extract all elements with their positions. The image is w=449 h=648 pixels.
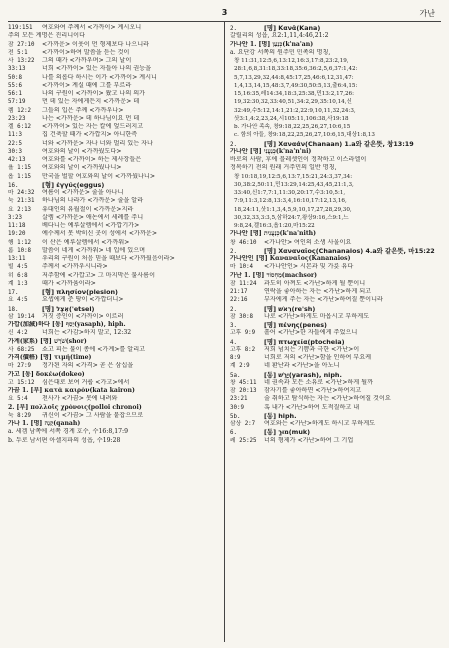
entry-line	[8, 214, 220, 222]
verse-text: 바로의 사람, 후에 블레셋인이 정착하고 이스라엘이	[230, 156, 367, 163]
verse-text: 주의 모든 계명은 진리니이다	[8, 32, 86, 40]
reference-list: b. 가나안 족속, 창9:18,22,25,26,27,10:6,15	[234, 124, 351, 130]
entry-line	[8, 346, 220, 354]
right-column	[230, 24, 442, 644]
entry-line	[8, 123, 220, 131]
verse-reference: 57:19	[8, 99, 26, 106]
entry-line	[8, 164, 220, 172]
verse-reference: 렘 12:2	[8, 107, 32, 114]
entry-line	[230, 420, 442, 428]
verse-reference: 잠 27:10	[8, 41, 35, 48]
entry-line	[8, 181, 220, 189]
sense-heading: [형] ἐγγύς(eggus)	[42, 180, 105, 189]
verse-text: 너와 <가까운> 자나 너와 멀리 있는 자나	[42, 139, 153, 147]
verse-text: 나는 <가까운> 데 하나님이요 먼 데	[42, 114, 140, 122]
verse-text: 심은대로 보여 거룹 <가고>에서	[42, 378, 130, 386]
verse-reference: 30:3	[8, 148, 22, 155]
verse-text: 여호와를 <가까이> 하는 제사장들은	[42, 156, 142, 163]
verse-text: 잠자기를 좋아하면 <가난>하여지고	[264, 387, 362, 394]
verse-text: 여호와는 <가난>하게도 하시고 부하게도	[264, 420, 376, 427]
entry-line	[230, 362, 442, 370]
verse-reference: 계 1:3	[8, 280, 28, 287]
verse-text: 이 산은 예루살렘에서 <가까워>	[42, 238, 130, 246]
entry-line	[230, 49, 442, 57]
entry-line	[230, 346, 442, 354]
page-number: 3	[221, 8, 228, 17]
verse-text: 요셉에게 준 땅이 <가깝더니>	[42, 296, 124, 304]
reference-list: 28:1,6,8,31:18,33:18,35:6,36:2,5,6,37:1,42:	[234, 66, 358, 73]
entry-line	[8, 428, 220, 436]
verse-reference: 21:17	[230, 289, 248, 295]
verse-reference: 삼 19:14	[8, 313, 35, 320]
entry-line	[8, 338, 220, 346]
verse-reference: 잠 20:13	[230, 388, 257, 394]
verse-text: <가까이>하여 말씀을 듣는 것이	[42, 48, 130, 56]
entry-line	[230, 181, 442, 189]
entry-line	[230, 123, 442, 131]
verse-reference: 눅 8:29	[8, 412, 32, 419]
verse-text: 너희는 <가감>하지 말고, 12:32	[42, 329, 132, 337]
verse-text: 네 권속과 모든 소유로 <가난>하게 될까	[264, 378, 374, 386]
verse-text: 귀신이 <가끔> 그 사람을 붙잡으므로	[42, 411, 144, 419]
verse-reference: 요 2:13	[8, 206, 32, 213]
entry-line	[8, 329, 220, 337]
entry-headword: 2. [부] πολλοῖς χρόνοις(polloi chronoi)	[8, 403, 142, 411]
entry-line	[230, 197, 442, 205]
verse-reference: 신 4:2	[8, 330, 28, 337]
entry-line	[230, 255, 442, 263]
entry-line	[8, 131, 220, 139]
reference-list: 창 11:31,12:5,6,13:12,16:3,17:8,23:2,19,	[234, 58, 349, 64]
reference-list: 9:8,24,겔16:3,옵1:20,마15:22	[234, 223, 315, 229]
verse-reference: 33:13	[8, 66, 26, 73]
entry-line	[8, 173, 220, 181]
verse-reference: 욜 1:15	[8, 165, 32, 172]
reference-list: 30,32,33,3:3,5,삼하24:7,왕상9:16,스9:1,느	[234, 214, 349, 221]
verse-reference: 겔 6:12	[8, 124, 32, 130]
verse-reference: 2.	[230, 306, 237, 313]
verse-text: 우리의 구원이 처음 믿을 때보다 <가까웠음이라>	[42, 255, 175, 262]
reference-list: 7:9,11:3,12:8,13:3,4,16:10,17:12,13,16,	[234, 198, 347, 205]
entry-line	[8, 156, 220, 164]
entry-line	[8, 57, 220, 65]
verse-reference: 56:1	[8, 91, 22, 97]
verse-text: b. 두로 남서편 아셀지파의 성읍, 수19:28	[8, 436, 121, 444]
verse-text: 연락을 좋아하는 자는 <가난>하게 되고	[264, 288, 372, 295]
entry-line	[8, 82, 220, 90]
entry-line	[230, 387, 442, 395]
entry-headword: 가고 [동] δοκέω(dokeo)	[8, 370, 85, 378]
verse-text: <가까이> 계실 때에 그를 부르라	[42, 81, 132, 89]
entry-line	[230, 41, 442, 49]
verse-text: 유대인의 유월절이 <가까운>지라	[42, 205, 134, 213]
entry-headword: 가나안 [명] כְּנַעֲנִית(k'na'nith)	[230, 230, 317, 238]
entry-line	[230, 296, 442, 304]
verse-reference: 눅 21:31	[8, 198, 35, 205]
entry-line	[230, 288, 442, 296]
verse-text: <가나안> 여인의 소생 사울이요	[264, 238, 352, 246]
verse-reference: 19:20	[8, 231, 26, 238]
verse-text: 정가된 자의 <가격> 곧 은 삼십을	[42, 362, 134, 370]
verse-text: <가나안인> 시몬과 및 가룟 유다	[264, 263, 354, 271]
reference-list: 15,16:35,레14:34,18:3,25:38,민13:2,17,26:	[234, 91, 354, 97]
entry-line	[8, 412, 220, 420]
entry-line	[230, 313, 442, 321]
verse-reference: 고후 9:9	[230, 330, 256, 337]
entry-line	[8, 288, 220, 296]
verse-text: <가까이> 있는 자는 칼에 엎드러지고	[42, 123, 144, 130]
entry-line	[8, 90, 220, 98]
verse-reference: 11:3	[8, 132, 22, 139]
entry-line	[8, 404, 220, 412]
entry-line	[8, 387, 220, 395]
verse-text: 너희로 저의 <가난>함을 인하여 부요케	[264, 354, 372, 361]
reference-list: 5,7,13,29,32,44:8,45:17,25,46:6,12,31,47:	[234, 74, 354, 81]
verse-text: 술 취하고 탐식하는 자는 <가난>하여질 것이요	[264, 395, 391, 403]
verse-reference: 빌 4:5	[8, 264, 28, 271]
entry-line	[8, 354, 220, 362]
entry-line	[230, 24, 442, 32]
verse-text: 네 환난과 <가난>을 아노니	[264, 362, 340, 370]
verse-reference: 2.	[230, 26, 237, 32]
verse-reference: 마 10:4	[230, 264, 254, 271]
verse-reference: 30:9	[230, 404, 244, 411]
sense-heading: [명] Κανᾶ(Kana)	[264, 24, 321, 32]
verse-reference: 사 13:22	[8, 58, 35, 64]
entry-line	[8, 222, 220, 230]
verse-reference: 전 5:1	[8, 49, 28, 56]
entry-line	[230, 65, 442, 73]
verse-text: a. 요단강 서쪽의 원주민 민족의 명칭,	[230, 48, 331, 56]
verse-reference: 22:16	[230, 297, 248, 304]
entry-line	[230, 189, 442, 197]
reference-list: c. 함의 아들, 창9:18,22,25,26,27,10:6,15,대상1:8,13	[234, 132, 375, 139]
entry-line	[8, 395, 220, 403]
entry-headword: 가계(家系) [명] שֹׁרֶשׁ(shor)	[8, 337, 87, 345]
verse-text: 예수께서 못 박히신 곳이 성에서 <가까운>	[42, 230, 157, 238]
entry-headword: 가난 1. [명] מַחְסוֹר(machsor)	[230, 271, 318, 279]
reference-list: 18,24:11,삿1:1,3,4,5,9,10,17,27,28,29,30,	[234, 206, 352, 213]
verse-reference: 23:23	[8, 115, 26, 122]
entry-line	[230, 263, 442, 271]
verse-reference: 2.	[230, 141, 237, 148]
verse-reference: 잠 11:24	[230, 280, 257, 287]
verse-reference: 22:5	[8, 140, 22, 147]
entry-line	[230, 412, 442, 420]
verse-reference: 18.	[8, 306, 19, 313]
page-header	[10, 6, 439, 20]
verse-reference: 4.	[230, 339, 237, 346]
sense-heading: [명] πτωχεία(ptocheia)	[264, 337, 345, 346]
entry-line	[230, 74, 442, 82]
verse-reference: 16.	[8, 182, 19, 189]
reference-list: 32:49,수5:12,14:1,21:2,22:9,10,11,32,24:3,	[234, 107, 356, 114]
sense-heading: [동] hiph.	[264, 411, 297, 420]
verse-text: 너의 형제가 <가난>하여 그 기업	[264, 436, 354, 444]
entry-line	[8, 32, 220, 40]
verse-reference: 고 15:12	[8, 379, 35, 386]
entry-line	[8, 247, 220, 255]
entry-line	[8, 379, 220, 387]
verse-text: 살렘 <가까운> 애논에서 세례를 주니	[42, 213, 144, 221]
entry-line	[8, 239, 220, 247]
reference-list: 1,4,13,14,15,48:3,7,49:30,50:5,13,출6:4,15:	[234, 82, 358, 89]
entry-headword: 가나안 [명] כְּנַעֲנִי(k'na'n'ni)	[230, 147, 312, 155]
sense-heading: [명] Χαναάν(Chanaan) 1.a와 같은뜻, 창13:19	[264, 139, 414, 148]
entry-line	[8, 437, 220, 445]
verse-text: a. 세겜 남쪽에 서쪽 경계 호수, 수16:8,17:9	[8, 428, 128, 436]
verse-reference: 창 45:11	[230, 379, 257, 386]
entry-line	[230, 206, 442, 214]
entry-line	[230, 173, 442, 181]
verse-reference: 3:23	[8, 214, 22, 221]
verse-text: 저주함에 <가깝고> 그 마지막은 불사름이	[42, 271, 156, 279]
verse-text: 그의 때가 <가까우며> 그의 날이	[42, 57, 132, 64]
verse-text: 천사가 <가끔> 못에 내려와	[42, 395, 118, 403]
verse-reference: 8:9	[230, 355, 241, 361]
verse-reference: 42:13	[8, 157, 26, 163]
verse-reference: 레 25:25	[230, 437, 257, 444]
verse-text: 주께서 <가까우시니라>	[42, 263, 108, 271]
entry-line	[230, 379, 442, 387]
entry-line	[230, 305, 442, 313]
verse-reference: 사 68:25	[8, 346, 35, 353]
entry-line	[8, 189, 220, 197]
entry-line	[8, 65, 220, 73]
verse-reference: 고후 8:2	[230, 346, 256, 353]
verse-text: 베다니는 예루살렘에서 <가깝기가>	[42, 222, 140, 229]
sense-heading: [명] רֵאשׁ(re'sh)	[264, 304, 316, 313]
entry-line	[230, 354, 442, 362]
entry-line	[230, 131, 442, 139]
reference-list: 삿3:1,4:2,23,24,시105:11,106:38,사19:18	[234, 115, 349, 122]
entry-line	[230, 321, 442, 329]
verse-text: 만국을 벌할 여호와의 날이 <가까웠나니>	[42, 172, 156, 180]
entry-line	[230, 107, 442, 115]
entry-line	[230, 148, 442, 156]
entry-line	[230, 222, 442, 230]
entry-line	[230, 230, 442, 238]
entry-line	[230, 214, 442, 222]
verse-text: 정복하기 전의 원래 거주민의 일반 명칭,	[230, 164, 337, 172]
verse-text: 거짓 증인이 <가까이> 이르러	[42, 312, 124, 320]
entry-headword: 가깝(加減)하다 [동] יָסַף(yasaph), hiph.	[8, 321, 126, 328]
left-column	[8, 24, 220, 644]
verse-reference: 계 2:9	[230, 363, 250, 370]
entry-line	[230, 280, 442, 288]
verse-text: 말씀이 네게 <가까워> 네 입에 있으며	[42, 246, 146, 254]
verse-reference: 창 46:10	[230, 239, 257, 246]
verse-reference: 11:18	[8, 223, 26, 229]
entry-line	[230, 164, 442, 172]
entry-line	[230, 140, 442, 148]
entry-line	[8, 148, 220, 156]
entry-line	[230, 115, 442, 123]
entry-line	[8, 115, 220, 123]
guide-word: 가난	[419, 9, 435, 18]
verse-text: 저희 넘치는 기쁨과 극한 <가난>이	[264, 345, 360, 353]
entry-line	[230, 156, 442, 164]
entry-line	[8, 313, 220, 321]
entry-line	[230, 272, 442, 280]
verse-text: <가까운> 이웃이 먼 형제보다 나으니라	[42, 40, 150, 48]
entry-line	[8, 255, 220, 263]
entry-line	[8, 362, 220, 370]
entry-line	[8, 280, 220, 288]
verse-text: 하나님의 나라가 <가까운> 줄을 알라	[42, 197, 144, 205]
entry-line	[230, 329, 442, 337]
verse-reference: 마 24:32	[8, 190, 35, 196]
verse-text: 나의 구원이 <가까이> 왔고 나의 의가	[42, 90, 146, 97]
verse-text: 부자에게 주는 자는 <가난>하여질 뿐이니라	[264, 296, 383, 304]
sense-heading: [동] יָרַשׁ(yarash), niph.	[264, 370, 342, 379]
verse-reference: 2.	[230, 248, 237, 255]
entry-line	[8, 272, 220, 280]
column-divider	[224, 22, 225, 642]
reference-list: 19,32:30,32,33:40,51,34:2,29,35:10,14,신	[234, 99, 352, 106]
verse-reference: 행 1:12	[8, 239, 32, 246]
entry-line	[230, 404, 442, 412]
reference-list: 33:40,신1:7,7:1,11:30,20:17,수3:10,5:1,	[234, 190, 346, 196]
sense-heading: [명] אֵצֶל('etsel)	[42, 304, 95, 313]
entry-line	[8, 371, 220, 379]
verse-reference: 마 27:9	[8, 363, 32, 370]
verse-text: 혹 내가 <가난>하여 도적질하고 내	[264, 403, 360, 411]
verse-text: 너희 <가까이> 있는 자들아 나의 권능을	[42, 65, 152, 73]
entry-line	[8, 305, 220, 313]
verse-reference: 요 4:5	[8, 297, 28, 304]
sense-heading: [형] πλησίον(plesion)	[42, 288, 118, 296]
entry-line	[8, 98, 220, 106]
entry-line	[8, 74, 220, 82]
sense-heading: [동] מוּךְ(muk)	[264, 428, 311, 437]
verse-text: 여호와의 날이 <가까웠나니>	[42, 164, 122, 172]
entry-headword: 가끔 1. [부] κατὰ καιρόν(kata kairon)	[8, 387, 135, 394]
entry-line	[230, 395, 442, 403]
verse-reference: 13:11	[8, 256, 26, 262]
verse-reference: 23:21	[230, 396, 248, 403]
entry-line	[8, 420, 220, 428]
verse-text: 먼 데 있는 자에게든지 <가까운> 데	[42, 98, 140, 106]
verse-reference: 옵 1:15	[8, 173, 32, 180]
entry-line	[230, 437, 442, 445]
entry-line	[230, 57, 442, 65]
verse-reference: 잠 30:8	[230, 313, 254, 320]
entry-line	[8, 107, 220, 115]
verse-reference: 5a.	[230, 372, 241, 379]
entry-line	[8, 230, 220, 238]
verse-reference: 히 6:8	[8, 272, 28, 279]
entry-line	[8, 263, 220, 271]
entry-line	[230, 338, 442, 346]
verse-text: 갈릴리의 성읍, 요2:1,11,4:46,21:2	[230, 32, 329, 40]
verse-reference: 50:8	[8, 74, 22, 81]
entry-line	[8, 41, 220, 49]
entry-line	[230, 239, 442, 247]
entry-line	[8, 24, 220, 32]
entry-line	[8, 140, 220, 148]
entry-line	[230, 371, 442, 379]
reference-list: 창 10:18,19,12:5,6,13:7,15:21,24:3,37,34:	[234, 173, 353, 180]
verse-reference: 55:6	[8, 82, 22, 89]
entry-line	[230, 90, 442, 98]
verse-reference: 119:151	[8, 25, 33, 31]
entry-line	[8, 206, 220, 214]
entry-line	[230, 98, 442, 106]
entry-headword: 가나안인 [명] Καναναῖος(Kananaios)	[230, 255, 351, 262]
entry-headword: 가나안 1. [명] כְּנַעַן(k'na'an)	[230, 40, 314, 48]
verse-reference: 17.	[8, 290, 19, 296]
verse-text: 여호와의 날이 <가까웠도다>	[42, 147, 122, 155]
sense-heading: [명] Χαναναῖος(Chananaios) 4.a와 같은뜻, 마15:22	[264, 246, 435, 255]
verse-reference: 삼상 2:7	[230, 421, 256, 427]
verse-text: 과도히 아껴도 <가난>하게 될 뿐이니	[264, 279, 366, 287]
entry-line	[230, 32, 442, 40]
verse-text: 나를 의롭다 하시는 이가 <가까이> 계시니	[42, 73, 157, 81]
reference-list: 30,38:2,50:11,민13:29,14:25,43,45,21:1,3,	[234, 181, 354, 188]
verse-text: 쇼고 피는 불이 종에 <가계>를 알리고	[42, 345, 146, 353]
entry-line	[8, 321, 220, 329]
verse-text: 때가 <가까움이라>	[42, 279, 96, 287]
verse-reference: 요 5:4	[8, 396, 28, 403]
verse-text: 여름이 <가까운> 줄을 아나니	[42, 189, 124, 196]
verse-reference: 6.	[230, 430, 237, 437]
entry-line	[8, 197, 220, 205]
sense-heading: [명] πένης(penes)	[264, 321, 327, 329]
entry-line	[230, 82, 442, 90]
verse-text: 그들의 입은 주께 <가까우나>	[42, 106, 124, 114]
verse-text: 집 건축할 때가 <가깝지> 아니한즉	[42, 131, 138, 139]
entry-line	[230, 247, 442, 255]
entry-line	[8, 296, 220, 304]
entry-headword: 가격(價格) [명] τιμή(time)	[8, 354, 92, 361]
entry-headword: 가나 1. [명] קָנָה(qanah)	[8, 420, 81, 427]
entry-line	[230, 428, 442, 436]
entry-line	[8, 49, 220, 57]
verse-reference: 3.	[230, 323, 237, 329]
verse-reference: 5b.	[230, 413, 241, 420]
verse-text: 흩어 <가난>한 자들에게 주었으니	[264, 329, 358, 337]
verse-reference: 롬 10:8	[8, 247, 32, 254]
verse-text: 여호와여 주께서 <가까이> 계시오니	[42, 24, 142, 31]
verse-text: 나로 <가난>하게도 마옵시고 부하게도	[264, 312, 370, 320]
